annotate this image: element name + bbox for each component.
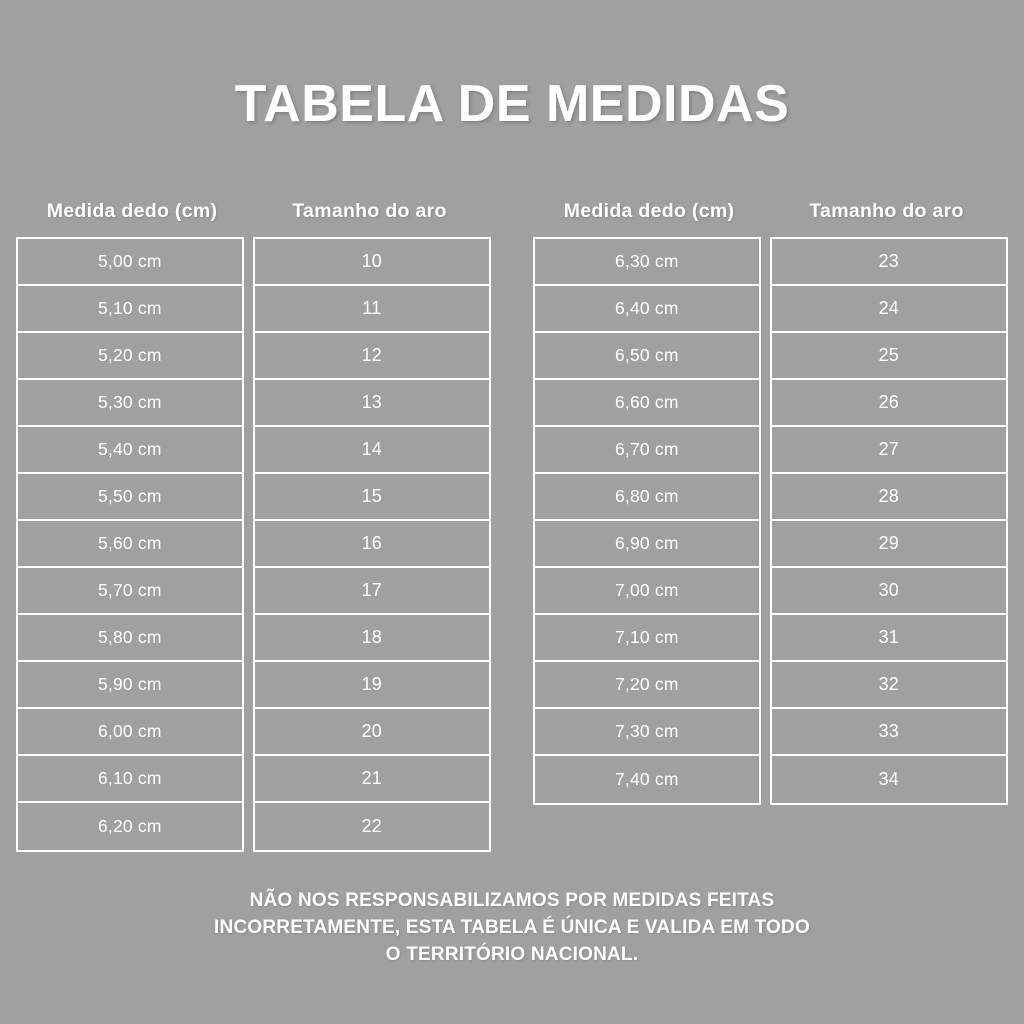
table-cell-ring: 33: [772, 709, 1006, 756]
table-cell-finger: 5,40 cm: [18, 427, 242, 474]
table-cell-ring: 32: [772, 662, 1006, 709]
size-tables-container: [0, 200, 1024, 852]
table-cell-ring: 10: [255, 239, 489, 286]
table-cell-finger: 7,00 cm: [535, 568, 759, 615]
table-cell-ring: 21: [255, 756, 489, 803]
table-cell-finger: 6,40 cm: [535, 286, 759, 333]
table-cell-ring: 22: [361, 816, 383, 836]
column-header-ring-size: Tamanho do aro: [809, 200, 964, 222]
table-cell-finger: 6,80 cm: [535, 474, 759, 521]
table-cell-finger: 6,30 cm: [535, 239, 759, 286]
disclaimer-line-3: O TERRITÓRIO NACIONAL.: [385, 943, 639, 965]
column-finger-measure: [16, 237, 244, 852]
column-header-finger-measure: Medida dedo (cm): [46, 200, 218, 222]
table-header-row: [16, 200, 491, 223]
column-ring-size: [770, 237, 1008, 805]
table-cell-finger: 7,10 cm: [535, 615, 759, 662]
table-cell-finger: 5,70 cm: [18, 568, 242, 615]
table-cell-ring: 18: [255, 615, 489, 662]
column-ring-size: [253, 237, 491, 852]
table-cell-ring: 25: [772, 333, 1006, 380]
disclaimer-line-1: NÃO NOS RESPONSABILIZAMOS POR MEDIDAS FEITAS: [249, 890, 775, 911]
table-cell-finger: 5,10 cm: [18, 286, 242, 333]
table-grid: [533, 237, 1008, 805]
table-cell-ring: 20: [255, 709, 489, 756]
table-cell-finger: 5,90 cm: [18, 662, 242, 709]
table-cell-finger: 6,60 cm: [535, 380, 759, 427]
disclaimer-line-2: INCORRETAMENTE, ESTA TABELA É ÚNICA E VALIDA EM TODO: [214, 916, 810, 938]
table-cell-ring: 26: [772, 380, 1006, 427]
column-header-finger-measure: Medida dedo (cm): [563, 200, 735, 222]
table-cell-finger: 5,50 cm: [18, 474, 242, 521]
table-cell-ring: 11: [255, 286, 489, 333]
table-cell-ring: 29: [772, 521, 1006, 568]
size-table-left: [16, 200, 491, 852]
table-cell-ring: 34: [878, 769, 900, 789]
table-cell-ring: 13: [255, 380, 489, 427]
table-cell-finger: 5,80 cm: [18, 615, 242, 662]
column-finger-measure: [533, 237, 761, 805]
table-cell-finger: 5,30 cm: [18, 380, 242, 427]
table-cell-finger: 6,00 cm: [18, 709, 242, 756]
table-cell-finger: 6,70 cm: [535, 427, 759, 474]
table-cell-ring: 14: [255, 427, 489, 474]
page-title: TABELA DE MEDIDAS: [234, 75, 790, 133]
table-cell-finger: 6,90 cm: [535, 521, 759, 568]
table-cell-finger: 7,40 cm: [614, 769, 679, 789]
table-cell-ring: 31: [772, 615, 1006, 662]
table-cell-finger: 5,20 cm: [18, 333, 242, 380]
table-grid: [16, 237, 491, 852]
table-cell-finger: 7,30 cm: [535, 709, 759, 756]
table-cell-ring: 24: [772, 286, 1006, 333]
table-cell-finger: 5,60 cm: [18, 521, 242, 568]
table-cell-finger: 5,00 cm: [18, 239, 242, 286]
table-cell-ring: 17: [255, 568, 489, 615]
table-cell-ring: 28: [772, 474, 1006, 521]
size-table-right: [533, 200, 1008, 852]
table-cell-finger: 6,50 cm: [535, 333, 759, 380]
disclaimer: [0, 888, 1024, 969]
table-cell-ring: 30: [772, 568, 1006, 615]
table-cell-finger: 6,20 cm: [97, 816, 162, 836]
table-cell-finger: 6,10 cm: [18, 756, 242, 803]
table-header-row: [533, 200, 1008, 223]
table-cell-finger: 7,20 cm: [535, 662, 759, 709]
table-cell-ring: 15: [255, 474, 489, 521]
table-cell-ring: 16: [255, 521, 489, 568]
table-cell-ring: 19: [255, 662, 489, 709]
table-cell-ring: 23: [772, 239, 1006, 286]
table-cell-ring: 12: [255, 333, 489, 380]
column-header-ring-size: Tamanho do aro: [292, 200, 447, 222]
table-cell-ring: 27: [772, 427, 1006, 474]
